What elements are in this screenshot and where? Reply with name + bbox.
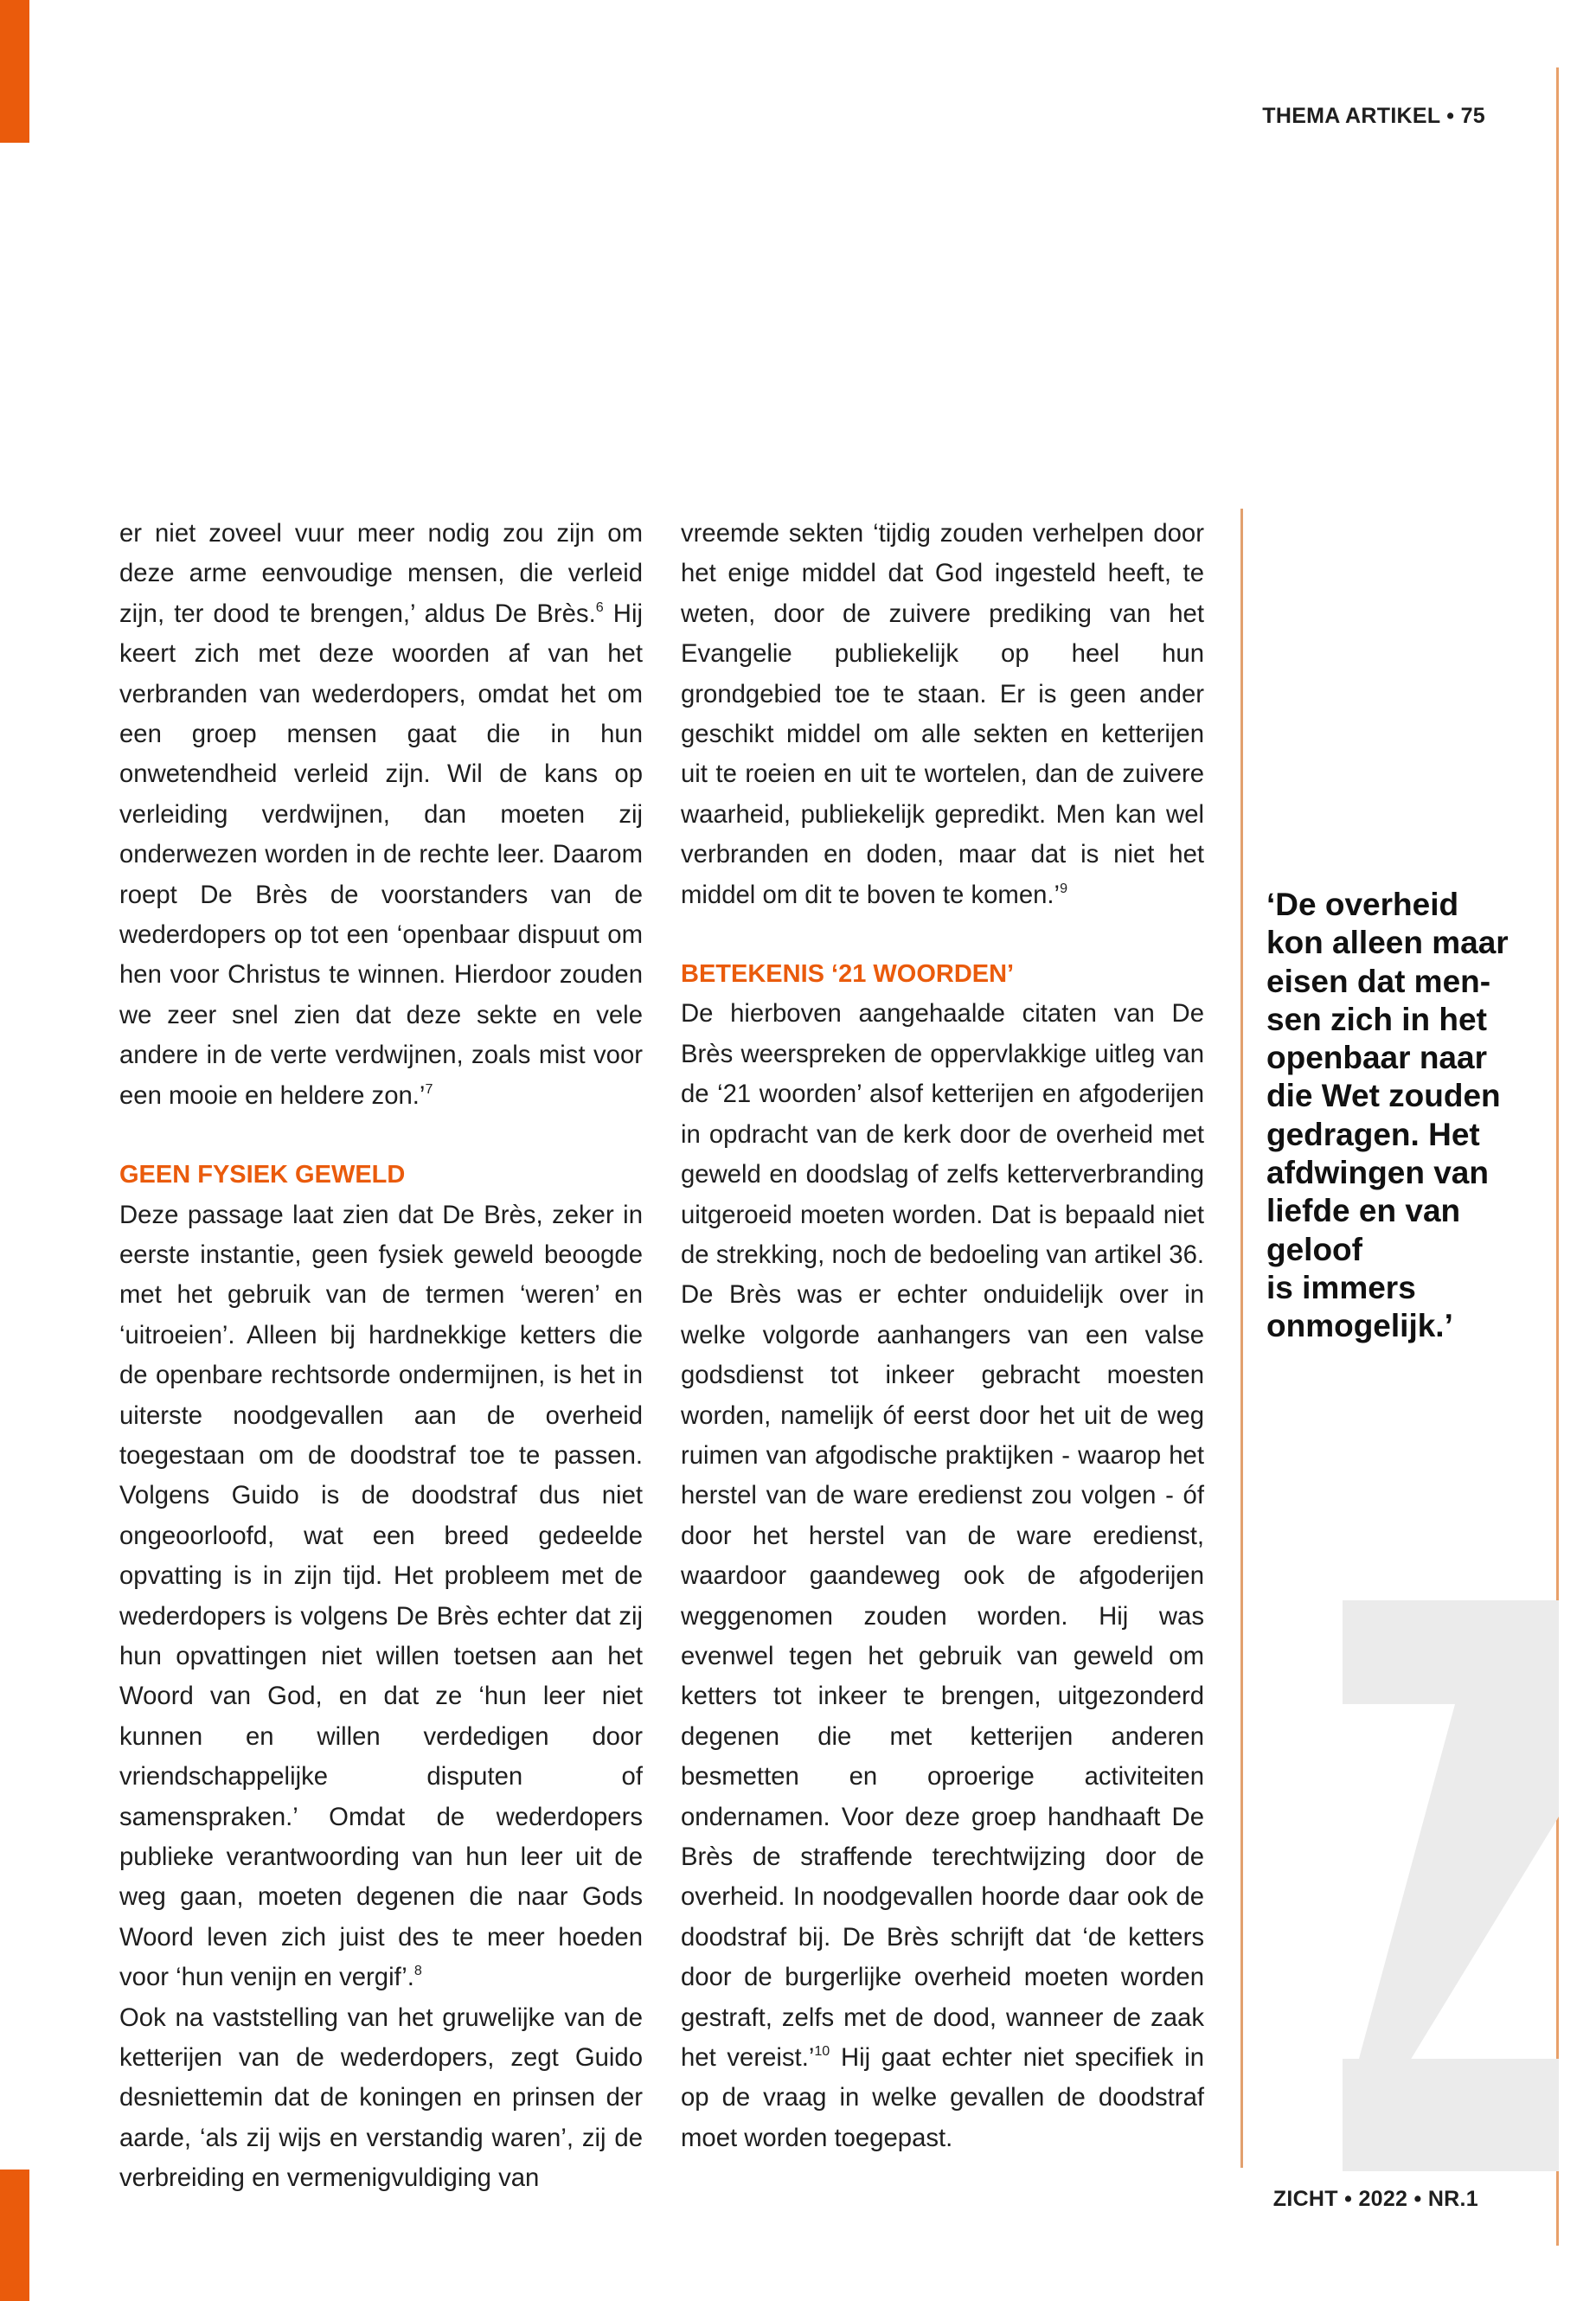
orange-accent-bar-top: [0, 0, 29, 143]
header-separator: •: [1446, 104, 1455, 128]
pull-quote-line: gedragen. Het: [1266, 1116, 1480, 1152]
pull-quote-line: sen zich in het: [1266, 1001, 1487, 1037]
footnote-ref: 10: [814, 2042, 830, 2059]
issue-year: 2022: [1358, 2187, 1408, 2211]
section-heading: GEEN FYSIEK GEWELD: [119, 1161, 406, 1189]
orange-accent-bar-bottom: [0, 2170, 29, 2301]
footnote-ref: 7: [425, 1080, 433, 1097]
paragraph: Ook na vaststelling van het gruwelijke van de ketterijen van de wederdopers, zegt Guido desniettemin dat de koningen en prinsen der aarde, ‘als zij wijs en verstandig waren’, zij de verbreiding en vermenigvuldiging van: [119, 2003, 643, 2193]
page-number: 75: [1460, 104, 1485, 128]
section-title: THEMA ARTIKEL: [1262, 104, 1441, 128]
footer-separator: •: [1344, 2187, 1353, 2211]
pull-quote: [1266, 886, 1526, 1346]
footnote-ref: 9: [1060, 880, 1068, 896]
pull-quote-line: geloof: [1266, 1231, 1362, 1267]
pullquote-divider: [1240, 509, 1243, 2168]
paragraph: De hierboven aangehaalde citaten van De Brès weerspreken de oppervlakkige uitleg van de ‘21 woorden’ alsof ketterijen en afgoderijen in opdracht van de kerk door de overheid met geweld en doodslag of zelfs ketterverbranding uitgeroeid moeten worden. Dat is bepaald niet de strekking, noch de bedoeling van artikel 36. De Brès was er echter onduidelijk over in welke volgorde aanhangers van een valse godsdienst tot inkeer gebracht moesten worden, namelijk óf eerst door het uit de weg ruimen van afgodische praktijken - waarop het herstel van de ware eredienst zou volgen - óf door het herstel van de ware eredienst, waardoor gaandeweg ook de afgoderijen weggenomen zouden worden. Hij was evenwel tegen het gebruik van geweld om ketters tot inkeer te brengen, uitgezonderd degenen die met ketterijen anderen besmetten en oproerige activiteiten ondernamen. Voor deze groep handhaaft De Brès de straffende terechtwijzing door de overheid. In noodgevallen hoorde daar ook de doodstraf bij. De Brès schrijft dat ‘de ketters door de burgerlijke overheid moeten worden gestraft, zelfs met de dood, wanneer de zaak het vereist.’$^{10}$ Hij gaat echter niet specifiek in op de vraag in welke gevallen de doodstraf moet worden toegepast.: [681, 999, 1204, 2152]
pull-quote-line: kon alleen maar: [1266, 925, 1509, 961]
running-header: [1262, 104, 1485, 129]
article-column-2: [681, 514, 1204, 2158]
footnote-ref: 6: [595, 599, 604, 615]
watermark-number-icon: [1343, 1600, 1559, 2171]
section-heading: BETEKENIS ‘21 WOORDEN’: [681, 960, 1015, 989]
pull-quote-line: eisen dat men-: [1266, 963, 1491, 999]
pull-quote-line: afdwingen van: [1266, 1155, 1489, 1191]
magazine-name: ZICHT: [1272, 2187, 1338, 2211]
pull-quote-line: openbaar naar: [1266, 1040, 1487, 1076]
pull-quote-line: ‘De overheid: [1266, 887, 1459, 922]
footnote-ref: 8: [413, 1963, 422, 1979]
issue-number: NR.1: [1427, 2187, 1478, 2211]
pull-quote-line: liefde en van: [1266, 1193, 1461, 1229]
paragraph: vreemde sekten ‘tijdig zouden verhelpen door het enige middel dat God ingesteld heeft, te weten, door de zuivere prediking van het Evangelie publiekelijk op heel hun grondgebied toe te staan. Er is geen ander geschikt middel om alle sekten en ketterijen uit te roeien en uit te wortelen, dan de zuivere waarheid, publiekelijk gepredikt. Men kan wel verbranden en doden, maar dat is niet het middel om dit te boven te komen.’$^9$: [681, 519, 1204, 909]
pull-quote-line: onmogelijk.’: [1266, 1308, 1453, 1344]
paragraph: Deze passage laat zien dat De Brès, zeker in eerste instantie, geen fysiek geweld beoogde met het gebruik van de termen ‘weren’ en ‘uitroeien’. Alleen bij hardnekkige ketters die de openbare rechtsorde ondermijnen, is het in uiterste noodgevallen aan de overheid toegestaan om de doodstraf toe te passen. Volgens Guido is de doodstraf dus niet ongeoorloofd, wat een breed gedeelde opvatting is in zijn tijd. Het probleem met de wederdopers is volgens De Brès echter dat zij hun opvattingen niet willen toetsen aan het Woord van God, en dat ze ‘hun leer niet kunnen en willen verdedigen door vriendschappelijke disputen of samenspraken.’ Omdat de wederdopers publieke verantwoording van hun leer uit de weg gaan, moeten degenen die naar Gods Woord leven zich juist des te meer hoeden voor ‘hun venijn en vergif’.$^8$: [119, 1200, 643, 1992]
running-footer: [1273, 2187, 1478, 2212]
footer-separator: •: [1413, 2187, 1422, 2211]
pull-quote-line: is immers: [1266, 1269, 1416, 1305]
paragraph: er niet zoveel vuur meer nodig zou zijn om deze arme eenvoudige mensen, die verleid zijn, ter dood te brengen,’ aldus De Brès.$^6$ Hij keert zich met deze woorden af van het verbranden van wederdopers, omdat het om een groep mensen gaat die in hun onwetendheid verleid zijn. Wil de kans op verleiding verdwijnen, dan moeten zij onderwezen worden in de rechte leer. Daarom roept De Brès de voorstanders van de wederdopers op tot een ‘openbaar dispuut om hen voor Christus te winnen. Hierdoor zouden we zeer snel zien dat deze sekte en vele andere in de verte verdwijnen, zoals mist voor een mooie en heldere zon.’$^7$: [119, 519, 643, 1110]
article-column-1: [119, 514, 643, 2199]
pull-quote-line: die Wet zouden: [1266, 1078, 1501, 1114]
